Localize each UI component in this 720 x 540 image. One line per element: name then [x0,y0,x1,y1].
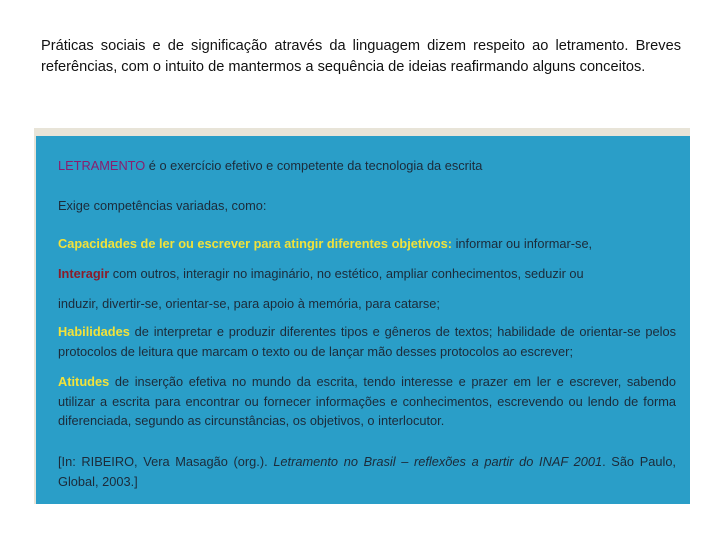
skills-paragraph [58,322,676,361]
term-letramento: LETRAMENTO [58,158,146,173]
skills-text: de interpretar e produzir diferentes tipos e gêneros de textos; habilidade de orientar-se pelos protocolos de leitura que marcam o texto ou de lançar mão desses protocolos ao escrever; [58,324,676,359]
attitudes-text: de inserção efetiva no mundo da escrita, tendo interesse e prazer em ler e escrever, sabendo utilizar a escrita para encontrar ou fornecer informações e conhecimentos, escrevendo ou lendo de forma diferenciada, segundo as circunstâncias, os objetivos, o interlocutor. [58,374,676,428]
citation-prefix: [In: RIBEIRO, Vera Masagão (org.). [58,454,274,469]
interact-line [58,266,584,281]
capacities-line [58,236,592,251]
citation [58,452,676,491]
attitudes-label: Atitudes [58,374,110,389]
definition-line [58,158,482,173]
skills-label: Habilidades [58,324,130,339]
interact-continuation: induzir, divertir-se, orientar-se, para apoio à memória, para catarse; [58,296,440,311]
citation-title: Letramento no Brasil – reflexões a partir do INAF 2001 [273,454,603,469]
letramento-panel [36,136,690,504]
citation-suffix: . São Paulo, Global, 2003.] [58,454,676,489]
definition-text: é o exercício efetivo e competente da tecnologia da escrita [145,158,483,173]
capacities-label: Capacidades de ler ou escrever para atingir diferentes objetivos: [58,236,453,251]
interact-text: com outros, interagir no imaginário, no estético, ampliar conhecimentos, seduzir ou [109,266,584,281]
capacities-text: informar ou informar-se, [452,236,593,251]
intro-paragraph: Práticas sociais e de significação através da linguagem dizem respeito ao letramento. Breves referências, com o intuito de mantermos a sequência de ideias reafirmando alguns conceitos. [41,38,681,75]
requires-line: Exige competências variadas, como: [58,198,267,213]
interact-label: Interagir [58,266,110,281]
attitudes-paragraph [58,372,676,431]
